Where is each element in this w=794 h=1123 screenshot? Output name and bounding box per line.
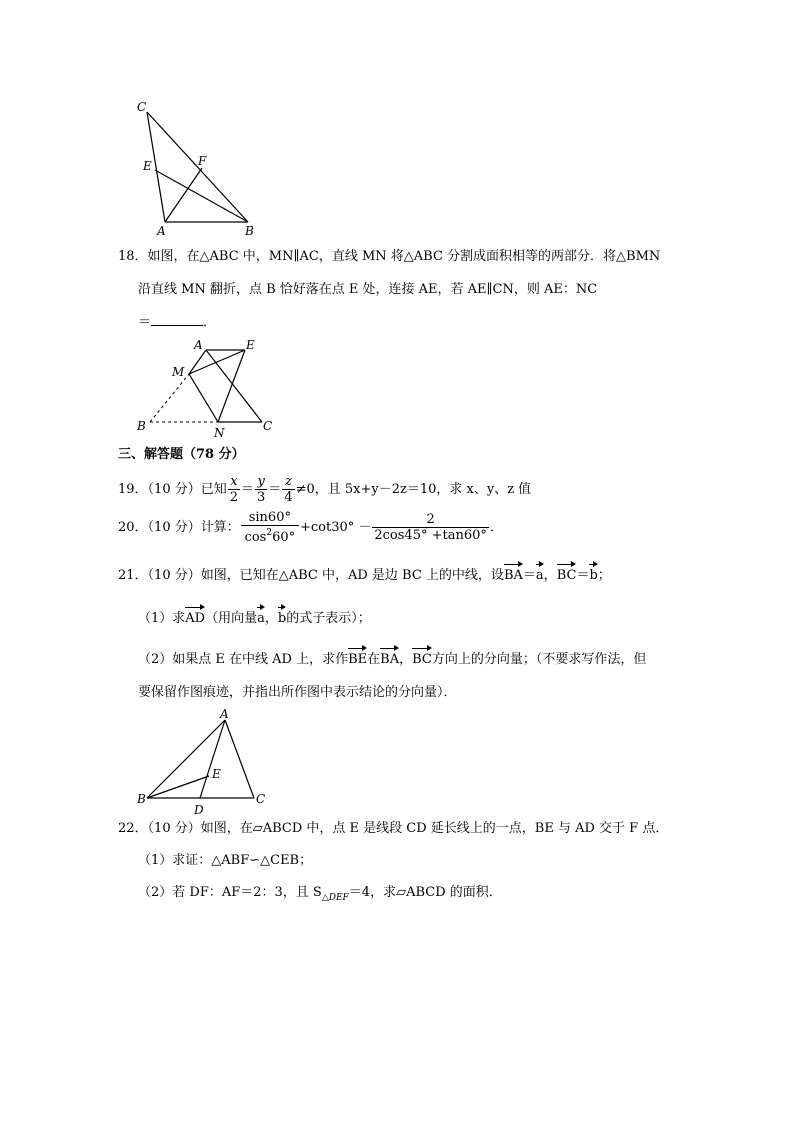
q21-part2-line2: 要保留作图痕迹，并指出所作图中表示结论的分向量）． <box>138 685 457 700</box>
q21-p2-prefix: （2）如果点 E 在中线 AD 上，求作 <box>138 652 349 667</box>
section-title: 三、解答题（78 分） <box>118 447 245 462</box>
q20-prefix: 20．（10 分）计算： <box>118 520 240 535</box>
q22-part1: （1）求证：△ABF∽△CEB； <box>138 853 313 868</box>
vector-bc-2: BC <box>412 652 432 667</box>
q21-p2-in: 在 <box>367 652 381 667</box>
label-c: C <box>137 100 147 114</box>
label-c: C <box>256 792 266 806</box>
label-b: B <box>137 419 146 433</box>
q18-line2: 沿直线 MN 翻折，点 B 恰好落在点 E 处，连接 AE，若 AE∥CN，则 AE：NC <box>138 282 598 297</box>
segment-af <box>165 168 202 222</box>
segment-bm-dashed <box>150 374 189 422</box>
label-n: N <box>214 426 225 440</box>
q18-line1: 18．如图，在△ABC 中，MN∥AC，直线 MN 将△ABC 分割成面积相等的两部分．将△BMN <box>118 249 661 264</box>
q22-area-subscript: △DEF <box>321 893 349 903</box>
q21-p1-suffix: 的式子表示）； <box>286 611 371 626</box>
segment-eb <box>155 170 248 222</box>
segment-ne <box>218 350 245 422</box>
q21-part2-line1 <box>138 651 646 669</box>
q18-line3 <box>138 313 216 332</box>
q20-line <box>118 510 503 545</box>
label-e: E <box>143 159 152 173</box>
label-f: F <box>198 154 207 168</box>
label-a: A <box>157 224 166 238</box>
q19-tail: ≠0，且 5x+y－2z＝10，求 x、y、z 值 <box>295 482 532 497</box>
q22-p2-prefix: （2）若 DF：AF＝2：3，且 S <box>138 885 322 900</box>
q22-part2 <box>138 884 502 907</box>
q19-prefix: 19．（10 分）已知 <box>118 482 227 497</box>
vector-ad: AD <box>185 611 206 626</box>
q21-p2-comma: ， <box>399 652 413 667</box>
q19-equals-1: ＝ <box>241 482 255 497</box>
label-e: E <box>212 767 221 781</box>
q21-p1-prefix: （1）求 <box>138 611 186 626</box>
q21-semicolon: ； <box>597 568 611 583</box>
vector-a-ref: a <box>257 611 265 626</box>
vector-be: BE <box>348 652 368 667</box>
q19-fraction-y: $\frac{y}{3}$ <box>257 474 266 505</box>
vector-b-ref: b <box>277 611 287 626</box>
q22-line1: 22．（10 分）如图，在▱ABCD 中，点 E 是线段 CD 延长线上的一点，BE 与 AD 交于 F 点． <box>118 821 669 836</box>
vector-b: b <box>589 568 598 583</box>
q21-p2-suffix: 方向上的分向量；（不要求写作法，但 <box>431 652 647 667</box>
q19-fraction-z: $\frac{z}{4}$ <box>284 474 293 505</box>
segment-ab <box>147 720 225 798</box>
vector-bc: BC <box>556 568 577 583</box>
q18-period: ． <box>203 315 217 330</box>
label-a: A <box>194 338 203 352</box>
q18-equals: ＝ <box>138 315 152 330</box>
q21-eq-a: ＝ <box>522 568 536 583</box>
figure-triangle-cefab <box>130 98 265 238</box>
q18-answer-blank[interactable] <box>151 313 203 326</box>
q20-fraction-b: $\frac{2}{2\cos 45^\circ +\tan 60^\circ}$ <box>374 512 487 543</box>
segment-ac <box>206 350 262 422</box>
q21-line1 <box>118 567 611 585</box>
q20-end: ． <box>489 520 503 535</box>
label-e: E <box>246 338 255 352</box>
label-b: B <box>245 224 254 238</box>
q21-comma: ， <box>543 568 557 583</box>
q21-part1 <box>138 610 371 628</box>
label-m: M <box>172 365 185 379</box>
figure-fold-triangle <box>132 334 282 440</box>
segment-mn <box>189 374 218 422</box>
figure-median-triangle <box>133 706 273 818</box>
segment-be <box>147 776 209 798</box>
label-c: C <box>263 419 273 433</box>
vector-a: a <box>535 568 544 583</box>
q21-eq-b: ＝ <box>576 568 590 583</box>
label-b: B <box>137 792 146 806</box>
q19-line <box>118 474 531 505</box>
segment-ac <box>225 720 254 798</box>
q19-fraction-x: $\frac{x}{2}$ <box>229 474 238 505</box>
vector-ba-2: BA <box>380 652 400 667</box>
q20-middle: +cot30° － <box>299 520 372 535</box>
q21-intro: 21．（10 分）如图，已知在△ABC 中，AD 是边 BC 上的中线，设 <box>118 568 504 583</box>
q22-p2-suffix: ＝4，求▱ABCD 的面积． <box>348 885 502 900</box>
q20-fraction-a: $\frac{\sin 60^\circ}{\cos^260^\circ}$ <box>241 510 299 545</box>
label-d: D <box>194 803 204 817</box>
q21-p1-mid: （用向量 <box>205 611 258 626</box>
vector-ba: BA <box>503 568 523 583</box>
q21-p1-comma: ， <box>264 611 278 626</box>
q19-equals-2: ＝ <box>268 482 282 497</box>
label-a: A <box>220 707 229 721</box>
